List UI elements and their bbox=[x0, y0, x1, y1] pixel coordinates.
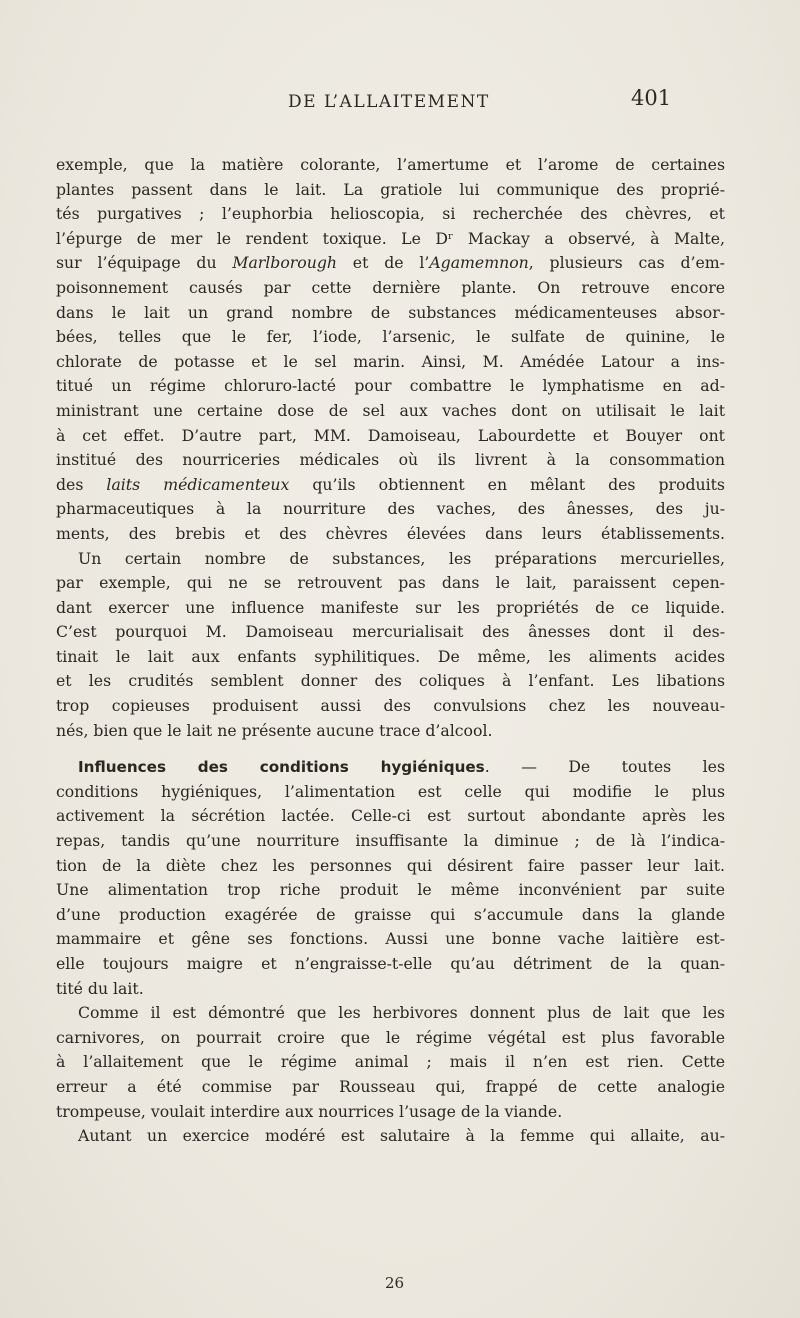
text-line: ments, des brebis et des chèvres élevées dans leurs établissements. bbox=[56, 523, 725, 543]
text-line: carnivores, on pourrait croire que le régime végétal est plus favorable bbox=[56, 1027, 725, 1047]
text-line: l’épurge de mer le rendent toxique. Le Dʳ Mackay a observé, à Malte, bbox=[56, 228, 725, 248]
text-line: conditions hygiéniques, l’alimentation est celle qui modifie le plus bbox=[56, 781, 725, 801]
text-line: exemple, que la matière colorante, l’amertume et l’arome de certaines bbox=[56, 155, 725, 174]
text-line: à cet effet. D’autre part, MM. Damoiseau, Labourdette et Bouyer ont bbox=[56, 425, 725, 445]
body-text bbox=[56, 153, 725, 1149]
line-fragment: . — De toutes les bbox=[484, 757, 725, 777]
text-line: C’est pourquoi M. Damoiseau mercurialisait des ânesses dont il des- bbox=[56, 622, 725, 642]
text-line: bées, telles que le fer, l’iode, l’arsenic, le sulfate de quinine, le bbox=[56, 327, 725, 347]
text-line: mammaire et gêne ses fonctions. Aussi une bonne vache laitière est- bbox=[56, 929, 725, 949]
text-line: Un certain nombre de substances, les préparations mercurielles, bbox=[78, 548, 725, 568]
paragraph-gap bbox=[56, 743, 725, 755]
text-line: elle toujours maigre et n’engraisse-t-elle qu’au détriment de la quan- bbox=[56, 954, 725, 973]
text-line: par exemple, qui ne se retrouvent pas dans le lait, paraissent cepen- bbox=[56, 573, 725, 593]
text-line: Autant un exercice modéré est salutaire à la femme qui allaite, au- bbox=[78, 1126, 725, 1146]
running-title: DE L’ALLAITEMENT bbox=[288, 92, 490, 112]
text-line: plantes passent dans le lait. La gratiole lui communique des proprié- bbox=[56, 179, 725, 199]
line-fragment: , plusieurs cas d’em- bbox=[528, 253, 725, 273]
text-line: trompeuse, voulait interdire aux nourrices l’usage de la viande. bbox=[56, 1101, 563, 1121]
text-line: poisonnement causés par cette dernière plante. On retrouve encore bbox=[56, 277, 725, 297]
ship-name: Marlborough bbox=[232, 253, 337, 273]
line-fragment: qu’ils obtiennent en mêlant des produits bbox=[289, 474, 725, 494]
text-line: activement la sécrétion lactée. Celle-ci est surtout abondante après les bbox=[56, 806, 725, 826]
text-line: d’une production exagérée de graisse qui s’accumule dans la glande bbox=[56, 904, 725, 924]
text-line: tité du lait. bbox=[56, 978, 144, 998]
running-head bbox=[0, 86, 800, 122]
paragraph-3 bbox=[56, 1001, 725, 1124]
paragraph-2 bbox=[56, 755, 725, 1001]
line-fragment: des bbox=[56, 474, 107, 494]
italic-term: laits médicamenteux bbox=[106, 474, 290, 494]
text-line: Une alimentation trop riche produit le même inconvénient par suite bbox=[56, 880, 725, 900]
text-line: repas, tandis qu’une nourriture insuffisante la diminue ; de là l’indica- bbox=[56, 831, 725, 851]
page-number: 401 bbox=[631, 86, 672, 110]
signature-number: 26 bbox=[385, 1274, 405, 1292]
text-line bbox=[56, 473, 725, 498]
text-line: institué des nourriceries médicales où ils livrent à la consommation bbox=[56, 450, 725, 470]
section-heading: Influences des conditions hygiéniques bbox=[78, 758, 485, 777]
text-line: et les crudités semblent donner des coliques à l’enfant. Les libations bbox=[56, 671, 725, 691]
text-line: pharmaceutiques à la nourriture des vaches, des ânesses, des ju- bbox=[56, 499, 725, 519]
text-line: chlorate de potasse et le sel marin. Ainsi, M. Amédée Latour a ins- bbox=[56, 351, 725, 371]
text-line: dant exercer une influence manifeste sur les propriétés de ce liquide. bbox=[56, 597, 725, 617]
text-line: trop copieuses produisent aussi des convulsions chez les nouveau- bbox=[56, 696, 725, 716]
text-line bbox=[56, 755, 725, 780]
text-line: nés, bien que le lait ne présente aucune trace d’alcool. bbox=[56, 720, 493, 740]
text-line: tés purgatives ; l’euphorbia helioscopia, si recherchée des chèvres, et bbox=[56, 204, 725, 224]
text-line: ministrant une certaine dose de sel aux vaches dont on utilisait le lait bbox=[56, 400, 725, 420]
text-line bbox=[56, 251, 725, 276]
paragraph-4 bbox=[56, 1124, 725, 1149]
text-line: à l’allaitement que le régime animal ; mais il n’en est rien. Cette bbox=[56, 1052, 725, 1072]
text-line: erreur a été commise par Rousseau qui, frappé de cette analogie bbox=[56, 1076, 725, 1096]
text-line: tinait le lait aux enfants syphilitiques. De même, les aliments acides bbox=[56, 646, 725, 666]
line-fragment: sur l’équipage du bbox=[56, 253, 233, 273]
line-fragment: et de l’ bbox=[337, 253, 430, 273]
paragraph-1 bbox=[56, 153, 725, 743]
ship-name: Agamemnon bbox=[429, 253, 529, 273]
text-line: Comme il est démontré que les herbivores donnent plus de lait que les bbox=[78, 1003, 725, 1023]
text-line: tion de la diète chez les personnes qui désirent faire passer leur lait. bbox=[56, 855, 725, 875]
text-line: dans le lait un grand nombre de substances médicamenteuses absor- bbox=[56, 302, 725, 322]
text-line: titué un régime chloruro-lacté pour combattre le lymphatisme en ad- bbox=[56, 376, 725, 396]
